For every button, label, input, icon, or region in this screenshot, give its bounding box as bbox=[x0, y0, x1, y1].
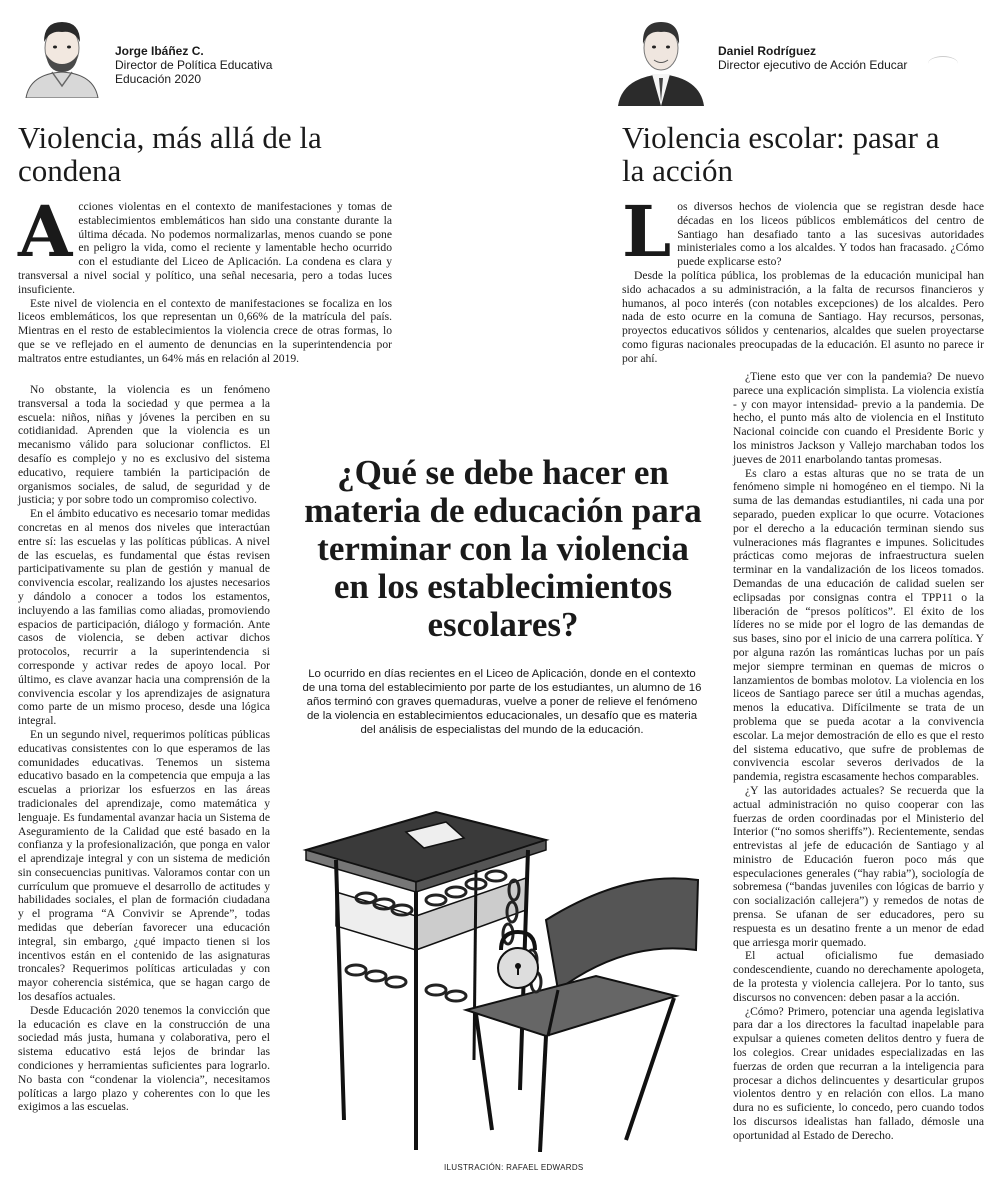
illustration-credit: ILUSTRACIÓN: RAFAEL EDWARDS bbox=[444, 1163, 584, 1172]
left-author-role: Director de Política Educativa bbox=[115, 58, 273, 72]
right-article-top bbox=[622, 190, 984, 366]
right-author-role: Director ejecutivo de Acción Educar bbox=[718, 58, 908, 72]
right-headline: Violencia escolar: pasar a la acción bbox=[622, 120, 940, 188]
right-paragraph: Es claro a estas alturas que no se trata de un fenómeno simple ni homogéneo en el tiempo. Ni la suma de las demandas estudiantiles, ni cada una por separado, pueden explicar lo que ocurre. Votaciones por el derecho a la educación terminan siendo sus vulneraciones más flagrantes e impunes. Solicitudes prácticas como mejoras de infraestructura suelen terminar en la vandalización de los liceos tomados. Demandas de una educación de calidad suelen ser eclipsadas por consignas contra el TPP11 o la liberación de “presos políticos”. El éxito de los líderes no se mide por el logro de las demandas de sus bases, sino por el inicio de una carrera política. Y por alguna razón las románticas luchas por un país mejor siempre terminan en quemas de micros o lanzamientos de bombas molotov. La violencia en los liceos de Santiago parece ser útil a muchas agendas, menos la educativa. Difícilmente se trata de un problema que se pueda acotar a la convivencia escolar. La mejor demostración de ello es que el resto del sistema educativo, que sufre de problemas de convivencia escolar severos derivados de la pandemia, registra escasamente hechos comparables. bbox=[733, 466, 984, 784]
decorative-arc bbox=[928, 56, 958, 71]
left-article-column bbox=[18, 383, 270, 1114]
left-headline: Violencia, más allá de la condena bbox=[18, 120, 322, 188]
left-dropcap: A bbox=[18, 190, 73, 273]
left-author-org: Educación 2020 bbox=[115, 72, 202, 86]
right-paragraph: Desde la política pública, los problemas de la educación municipal han sido achacados a su administración, a la falta de recursos financieros y humanos, al poco interés (con notables excepciones) de los alcaldes. Pero nada de esto ocurre en la comuna de Santiago. Hay recursos, personas, proyectos educativos sólidos y centenarios, alcaldes que suelen proyectarse como figuras nacionales preocupadas de la educación. El asunto no parece ir por ahí. bbox=[622, 268, 984, 365]
right-paragraph: os diversos hechos de violencia que se registran desde hace décadas en los liceos públicos emblemáticos del centro de Santiago han desafiado tanto a las sucesivas autoridades ministeriales como a los alcaldes. Y todos han fracasado. ¿Cómo puede explicarse esto? bbox=[677, 200, 984, 269]
right-paragraph: ¿Tiene esto que ver con la pandemia? De nuevo parece una explicación simplista. La violencia existía - y con mayor intensidad- previo a la pandemia. De hecho, el punto más alto de violencia en el Instituto Nacional coincide con cuando el Presidente Boric y los ministros Jackson y Vallejo marchaban todos los jueves de 2011 enarbolando tantas promesas. bbox=[733, 370, 984, 466]
left-paragraph: No obstante, la violencia es un fenómeno transversal a toda la sociedad y que permea a la escuela: niños, niñas y jóvenes la perciben en su cotidianidad. Aprenden que la violencia es un mecanismo válido para solucionar conflictos. El desafío es complejo y no es exclusivo del sistema educativo, requiere también la participación de organismos sociales, de salud, de seguridad y de justicia; y por sobre todo un compromiso colectivo. bbox=[18, 383, 270, 507]
center-intro: Lo ocurrido en días recientes en el Liceo de Aplicación, donde en el contexto de una toma del establecimiento por parte de los estudiantes, un alumno de 16 años terminó con graves quemaduras, vuelve a poner de relieve el fenómeno de la violencia en establecimientos educacionales, un desafío que es materia del análisis de especialistas del mundo de la educación. bbox=[302, 668, 702, 736]
right-author-portrait bbox=[616, 10, 706, 106]
left-paragraph: En un segundo nivel, requerimos políticas públicas educativas consistentes con lo que esperamos de las comunidades educativas. Tenemos un sistema educativo basado en la competencia que empuja a las escuelas a priorizar los esfuerzos en las áreas tradicionales del aprendizaje, como matemática y lenguaje. Es fundamental avanzar hacia un Sistema de Aseguramiento de la Calidad que esté basado en la confianza y la profesionalización, que ponga en valor el aprendizaje integral y con un sistema de medición sin consecuencias punitivas. Valoramos contar con un currículum que promueve el desarrollo de actitudes y habilidades sociales, el plan de formación ciudadana y el programa “A Convivir se Aprende”, todas medidas que deberían favorecer una educación integral, sin embargo, ¿qué impacto tienen si los incentivos están en el contenido de las asignaturas troncales? Requerimos políticas articuladas y con mayor coherencia sistémica, que se hagan cargo de los desafíos actuales. bbox=[18, 727, 270, 1004]
left-paragraph: Este nivel de violencia en el contexto de manifestaciones se focaliza en los liceos emblemáticos, los que representan un 0,66% de la matrícula del país. Mientras en el resto de establecimientos la violencia crece de otras formas, lo que se ve reflejado en el aumento de denuncias en la superintendencia por maltratos entre estudiantes, un 64% más en relación al 2019. bbox=[18, 296, 392, 365]
left-author-portrait bbox=[22, 12, 102, 98]
right-paragraph: El actual oficialismo fue demasiado condescendiente, cuando no derechamente apologeta, de la protesta y violencia callejera. Por lo tanto, sus discursos no convencen: deben pasar a la acción. bbox=[733, 949, 984, 1004]
chained-desk-illustration bbox=[296, 800, 708, 1152]
right-article-column bbox=[733, 370, 984, 1143]
right-dropcap: L bbox=[622, 190, 672, 273]
center-question: ¿Qué se debe hacer en materia de educación para terminar con la violencia en los establecimientos escolares? bbox=[304, 453, 702, 644]
right-paragraph: ¿Cómo? Primero, potenciar una agenda legislativa para dar a los directores la facultad inapelable para expulsar a quienes cometen delitos dentro y fuera de los colegios. Crear unidades especializadas en las fuerzas de orden que recurran a la inteligencia para procesar a dichos delincuentes y desarticular grupos violentos dentro y en relación con ellos. La mano dura no es suficiente, lo concedo, pero cuando todos los discursos idealistas han fallado, démosle una oportunidad al Estado de Derecho. bbox=[733, 1004, 984, 1142]
left-author-name: Jorge Ibáñez C. bbox=[115, 44, 204, 58]
left-article-top bbox=[18, 190, 392, 366]
left-paragraph: En el ámbito educativo es necesario tomar medidas concretas en al menos dos niveles que interactúan entre sí: las escuelas y las políticas públicas. A nivel de las escuelas, es fundamental que éstas revisen participativamente su plan de gestión y manual de convivencia escolar, realizando los ajustes necesarios y dándolo a conocer a todos los estamentos, incluyendo a las familias como aliadas, promoviendo espacios de participación, diálogo y formación. Ante casos de violencia, se deben activar dichos protocolos, recurrir a la superintendencia si corresponde y activar redes de apoyo local. Por último, es clave avanzar hacia una comprensión de la convivencia escolar y los aprendizajes de asignatura como parte de un mismo proceso, desde una lógica integral. bbox=[18, 507, 270, 728]
right-author-name: Daniel Rodríguez bbox=[718, 44, 817, 58]
left-paragraph: cciones violentas en el contexto de manifestaciones y tomas de establecimientos emblemáticos han sido una constante durante la última década. No podemos normalizarlas, menos cuando se pone en peligro la vida, como el reciente y lamentable hecho ocurrido con el estudiante del Liceo de Aplicación. La condena es clara y transversal a nivel social y político, una señal necesaria, pero a todas luces insuficiente. bbox=[18, 200, 392, 296]
left-paragraph: Desde Educación 2020 tenemos la convicción que la educación es clave en la construcción de una sociedad más justa, humana y colaborativa, pero el sistema educativo está lejos de brindar las condiciones y herramientas suficientes para lograrlo. No basta con “condenar la violencia”, necesitamos políticas a largo plazo y coherentes con lo que les exigimos a las escuelas. bbox=[18, 1003, 270, 1114]
right-paragraph: ¿Y las autoridades actuales? Se recuerda que la actual administración no quiso cooperar con las fuerzas de orden coordinadas por el Ministerio del Interior (“no somos sheriffs”). Recientemente, sendas entrevistas al jefe de educación de Santiago y al ministro de Educación fueron poco más que especulaciones generales (“hay rabia”), sociología de sobremesa (“bandas juveniles con lógicas de barrio y con socialización callejera”) y remedos de notas de prensa. Se ufanan de ser educadores, pero su respuesta es un desatino frente a un menor de edad que arriesga morir quemado. bbox=[733, 783, 984, 949]
